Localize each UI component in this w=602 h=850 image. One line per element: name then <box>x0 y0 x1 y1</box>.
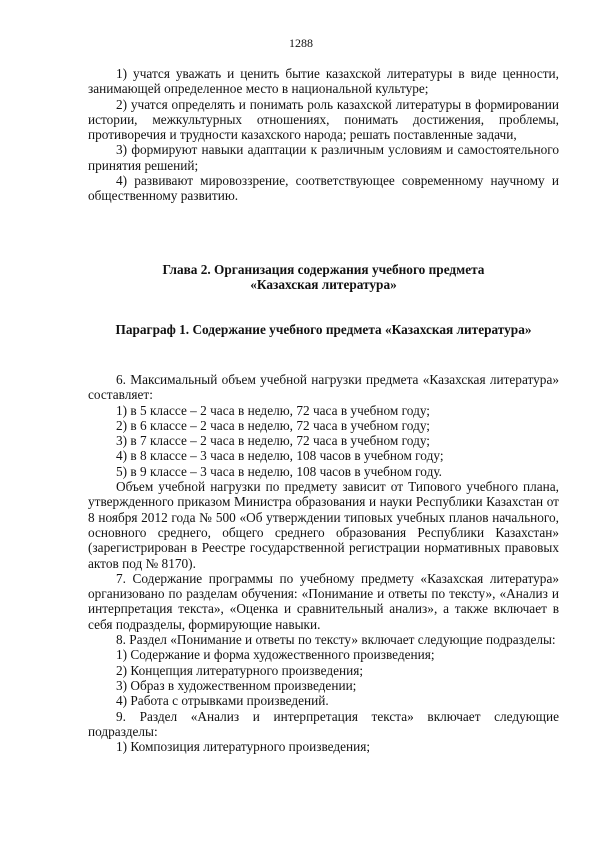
list-item: 4) Работа с отрывками произведений. <box>116 693 329 709</box>
list-item: 1) в 5 классе – 2 часа в неделю, 72 часа в учебном году; <box>116 402 430 418</box>
clause-8: 8. Раздел «Понимание и ответы по тексту» включает следующие подразделы: <box>116 632 556 648</box>
list-item: 1) Содержание и форма художественного произведения; <box>116 647 435 663</box>
chapter-title-line1: Глава 2. Организация содержания учебного предмета <box>162 262 485 277</box>
goal-item: 4) развивают мировоззрение, соответствующее современному научному и общественному развитию. <box>88 173 559 204</box>
goal-item: 2) учатся определять и понимать роль казахской литературы в формировании истории, межкультурных отношениях, понимать достижения, проблемы, противоречия и трудности казахского народа; решать поставленные задачи, <box>88 96 559 143</box>
paragraph-title: Параграф 1. Содержание учебного предмета «Казахская литература» <box>115 322 532 337</box>
goals-list <box>88 66 559 204</box>
main-content <box>88 372 559 754</box>
volume-paragraph: Объем учебной нагрузки по предмету зависит от Типового учебного плана, утвержденного приказом Министра образования и науки Республики Казахстан от 8 ноября 2012 года № 500 «Об утверждении типовых учебных планов начального, основного среднего, общего среднего образования Республики Казахстан» (зарегистрирован в Реестре государственной регистрации нормативных правовых актов под № 8170). <box>88 479 559 571</box>
paragraph-heading <box>88 322 559 337</box>
goal-item: 3) формируют навыки адаптации к различным условиям и самостоятельного принятия решений; <box>88 142 559 173</box>
list-item: 5) в 9 классе – 3 часа в неделю, 108 часов в учебном году. <box>116 463 442 479</box>
list-item: 3) в 7 классе – 2 часа в неделю, 72 часа в учебном году; <box>116 433 430 449</box>
list-item: 2) в 6 классе – 2 часа в неделю, 72 часа в учебном году; <box>116 417 430 433</box>
hours-list <box>88 403 559 479</box>
section-1-list <box>88 647 559 708</box>
page-number: 1288 <box>289 36 313 50</box>
list-item: 4) в 8 классе – 3 часа в неделю, 108 часов в учебном году; <box>116 448 444 464</box>
list-item: 2) Концепция литературного произведения; <box>116 662 364 678</box>
section-2-list <box>88 739 559 754</box>
chapter-title-line2: «Казахская литература» <box>250 277 397 293</box>
clause-7: 7. Содержание программы по учебному предмету «Казахская литература» организовано по разделам обучения: «Понимание и ответы по тексту», «Анализ и интерпретация текста», «Оценка и сравнительный анализ», а также включает в себя подразделы, формирующие навыки. <box>88 570 559 632</box>
clause-9: 9. Раздел «Анализ и интерпретация текста» включает следующие подразделы: <box>88 708 559 739</box>
list-item: 1) Композиция литературного произведения; <box>116 739 371 755</box>
list-item: 3) Образ в художественном произведении; <box>116 677 357 693</box>
clause-6: 6. Максимальный объем учебной нагрузки предмета «Казахская литература» составляет: <box>88 372 559 403</box>
chapter-heading <box>88 262 559 293</box>
goal-item: 1) учатся уважать и ценить бытие казахской литературы в виде ценности, занимающей определенное место в национальной культуре; <box>88 66 559 97</box>
